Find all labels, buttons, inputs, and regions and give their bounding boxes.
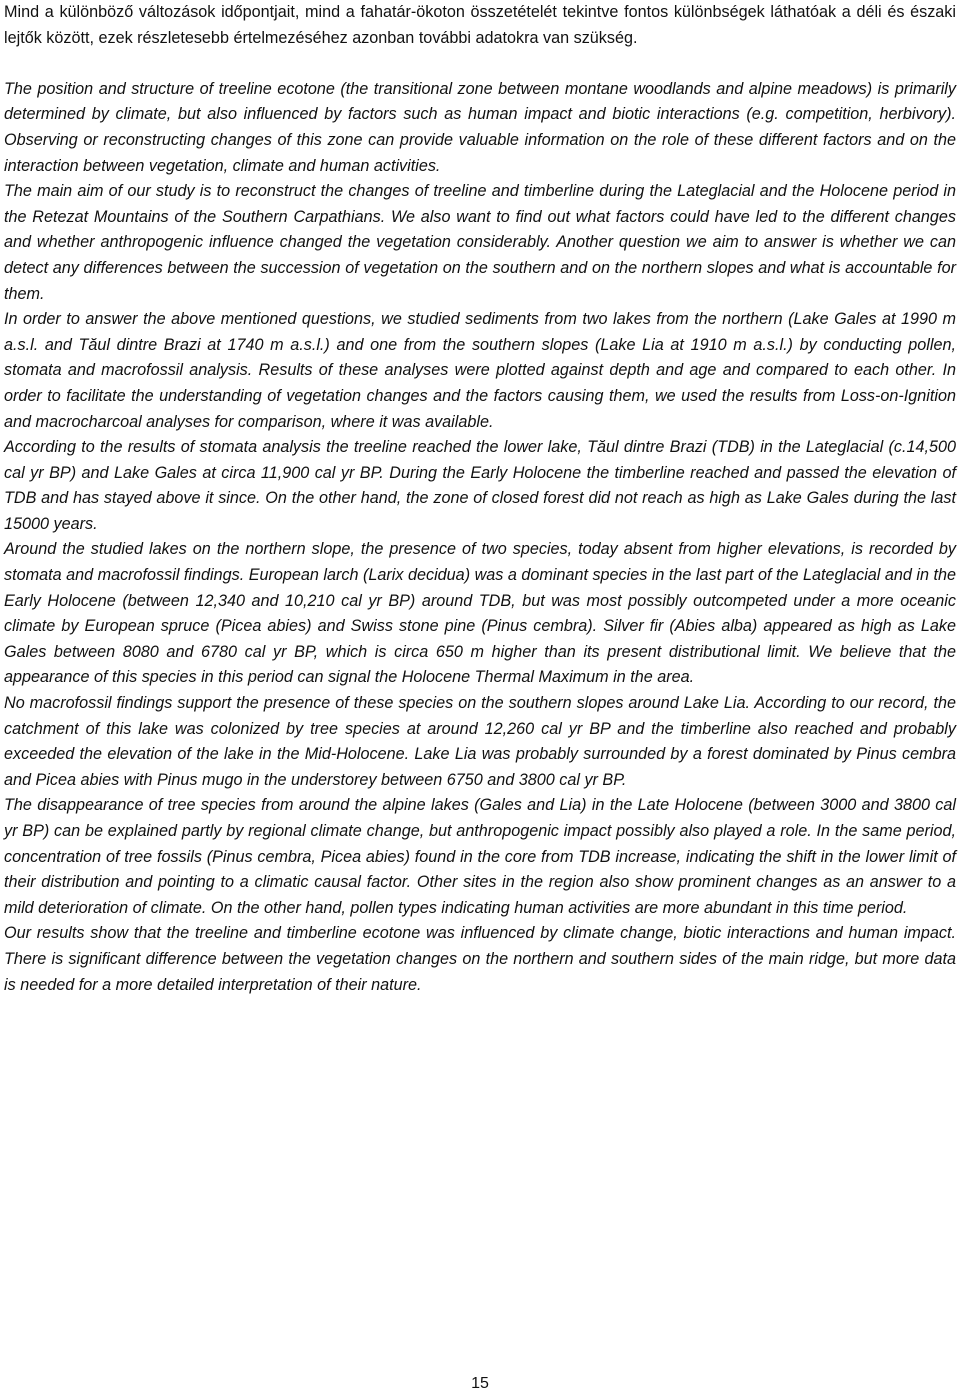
- abstract-paragraph-stomata-results: According to the results of stomata analysis the treeline reached the lower lake, Tăul dintre Brazi (TDB) in the Lateglacial (c.14,500 cal yr BP) and Lake Gales at circa 11,900 cal yr BP. During the Early Holocene the timberline reached and passed the elevation of TDB and has stayed above it since. On the other hand, the zone of closed forest did not reach as high as Lake Gales during the last 15000 years.: [4, 438, 956, 533]
- hungarian-summary-paragraph: Mind a különböző változások időpontjait, mind a fahatár-ökoton összetételét tekintve fontos különbségek láthatóak a déli és északi lejtők között, ezek részletesebb értelmezéséhez azonban további adatokra van szükség.: [4, 3, 956, 47]
- abstract-paragraph-study-aim: The main aim of our study is to reconstruct the changes of treeline and timberline during the Lateglacial and the Holocene period in the Retezat Mountains of the Southern Carpathians. We also want to find out what factors could have led to the different changes and whether anthropogenic influence changed the vegetation considerably. Another question we aim to answer is whether we can detect any differences between the succession of vegetation on the southern and on the northern slopes and what is accountable for them.: [4, 182, 956, 303]
- document-page: [4, 0, 956, 998]
- page-number: 15: [471, 1375, 489, 1392]
- abstract-paragraph-treeline-ecotone: The position and structure of treeline ecotone (the transitional zone between montane woodlands and alpine meadows) is primarily determined by climate, but also influenced by factors such as human impact and biotic interactions (e.g. competition, herbivory). Observing or reconstructing changes of this zone can provide valuable information on the role of these different factors and on the interaction between vegetation, climate and human activities.: [4, 79, 956, 175]
- abstract-paragraph-conclusion: Our results show that the treeline and timberline ecotone was influenced by climate change, biotic interactions and human impact. There is significant difference between the vegetation changes on the northern and southern sides of the main ridge, but more data is needed for a more detailed interpretation of their nature.: [4, 924, 956, 994]
- abstract-paragraph-northern-slope: Around the studied lakes on the northern slope, the presence of two species, today absent from higher elevations, is recorded by stomata and macrofossil findings. European larch (Larix decidua) was a dominant species in the last part of the Lateglacial and in the Early Holocene (between 12,340 and 10,210 cal yr BP) around TDB, but was most possibly outcompeted under a more oceanic climate by European spruce (Picea abies) and Swiss stone pine (Pinus cembra). Silver fir (Abies alba) appeared as high as Lake Gales between 8080 and 6780 cal yr BP, which is circa 650 m higher than its present distributional limit. We believe that the appearance of this species in this period can signal the Holocene Thermal Maximum in the area.: [4, 540, 957, 687]
- abstract-paragraph-late-holocene: The disappearance of tree species from around the alpine lakes (Gales and Lia) in the Late Holocene (between 3000 and 3800 cal yr BP) can be explained partly by regional climate change, but anthropogenic impact possibly also played a role. In the same period, concentration of tree fossils (Pinus cembra, Picea abies) found in the core from TDB increase, indicating the shift in the lower limit of their distribution and pointing to a climatic causal factor. Other sites in the region also show prominent changes as an answer to a mild deterioration of climate. On the other hand, pollen types indicating human activities are more abundant in this time period.: [4, 796, 956, 917]
- abstract-paragraph-methods: In order to answer the above mentioned questions, we studied sediments from two lakes from the northern (Lake Gales at 1990 m a.s.l. and Tăul dintre Brazi at 1740 m a.s.l.) and one from the southern slopes (Lake Lia at 1910 m a.s.l.) by conducting pollen, stomata and macrofossil analysis. Results of these analyses were plotted against depth and age and compared to each other. In order to facilitate the understanding of vegetation changes and the factors causing them, we used the results from Loss-on-Ignition and macrocharcoal analyses for comparison, where it was available.: [4, 310, 956, 431]
- abstract-paragraph-southern-slope: No macrofossil findings support the presence of these species on the southern slopes around Lake Lia. According to our record, the catchment of this lake was colonized by tree species at around 12,260 cal yr BP and the timberline also reached and probably exceeded the elevation of the lake in the Mid-Holocene. Lake Lia was probably surrounded by a forest dominated by Pinus cembra and Picea abies with Pinus mugo in the understorey between 6750 and 3800 cal yr BP.: [4, 694, 956, 789]
